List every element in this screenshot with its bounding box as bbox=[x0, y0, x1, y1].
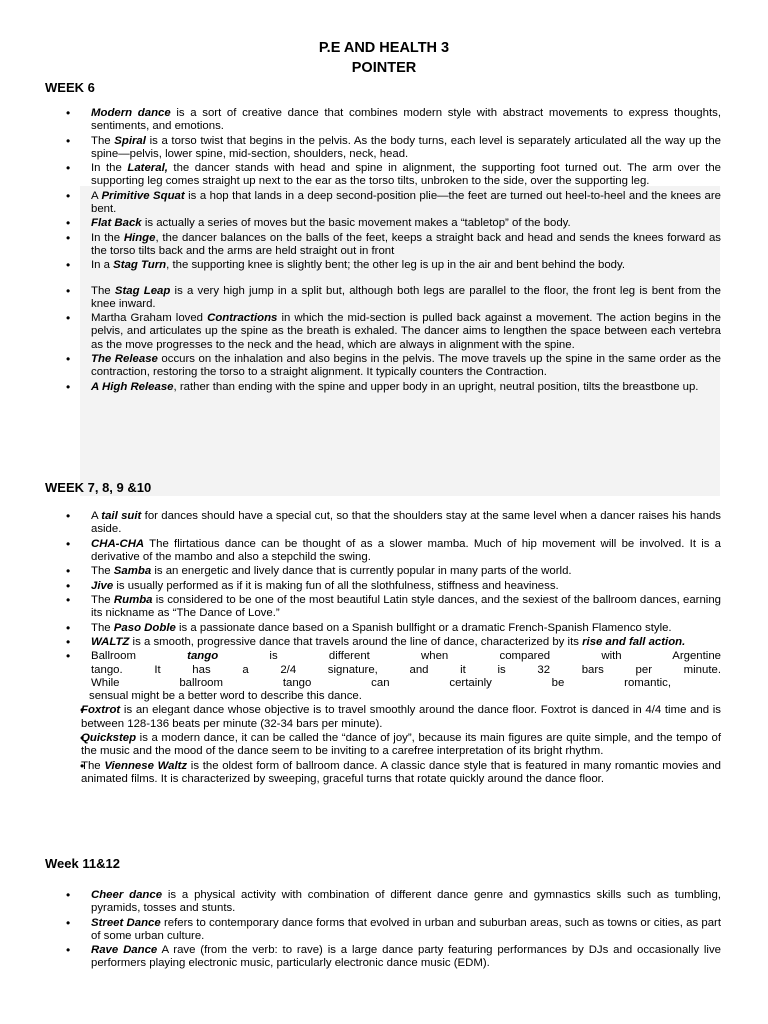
list-item: • Foxtrot is an elegant dance whose objective is to travel smoothly around the dance floor. Foxtrot is danced in 4/4 time and is between 128-136 beats per minute (32-34 bars per minute). bbox=[0, 704, 768, 730]
week-6-list bbox=[0, 107, 768, 395]
shaded-block bbox=[80, 466, 720, 496]
list-item: • In the Hinge, the dancer balances on the balls of the feet, keeps a straight back and head and sends the knees forward as the torso tilts back and the arms are held straight out in front bbox=[0, 232, 768, 258]
week-7-10-heading: WEEK 7, 8, 9 &10 bbox=[45, 480, 152, 495]
list-item: • A High Release, rather than ending with the spine and upper body in an upright, neutral position, tilts the breastbone up. bbox=[0, 381, 768, 394]
tango-line-4: sensual might be a better word to describe this dance. bbox=[89, 689, 362, 702]
list-item: • The Rumba is considered to be one of the most beautiful Latin style dances, and the sexiest of the ballroom dances, earning its nickname as “The Dance of Love.” bbox=[0, 594, 768, 620]
list-item: • Flat Back is actually a series of moves but the basic movement makes a “tabletop” of the body. bbox=[0, 217, 768, 230]
tango-line-1: • Ballroom tango is different when compared with Argentine bbox=[91, 650, 721, 663]
list-item: • WALTZ is a smooth, progressive dance that travels around the line of dance, characterized by its rise and fall action. bbox=[0, 636, 768, 649]
tango-line-3: While ballroom tango can certainly be romantic, bbox=[91, 676, 671, 689]
list-item: • Modern dance is a sort of creative dance that combines modern style with abstract movements to express thoughts, sentiments, and emotions. bbox=[0, 107, 768, 133]
list-item: • Martha Graham loved Contractions in which the mid-section is pulled back against a movement. The action begins in the pelvis, and articulates up the spine as the breath is exhaled. The dancer aims to lengthen the space between each vertebra as the move progresses to the neck and the head, which are always in alignment with the spine. bbox=[0, 312, 768, 352]
list-item: • The Stag Leap is a very high jump in a split but, although both legs are parallel to the floor, the front leg is bent from the knee inward. bbox=[0, 285, 768, 311]
document-title: P.E AND HEALTH 3 bbox=[318, 40, 450, 56]
tango-line-2: tango. It has a 2/4 signature, and it is 32 bars per minute. bbox=[91, 663, 721, 676]
list-item: • Rave Dance A rave (from the verb: to rave) is a large dance party featuring performances by DJs and occasionally live performers playing electronic music, particularly electronic dance music (EDM). bbox=[0, 944, 768, 970]
week-11-12-heading: Week 11&12 bbox=[45, 856, 120, 871]
list-item: • Cheer dance is a physical activity with combination of different dance genre and gymnastics skills such as tumbling, pyramids, tosses and stunts. bbox=[0, 889, 768, 915]
list-item: • Quickstep is a modern dance, it can be called the “dance of joy”, because its main figures are quite simple, and the tempo of the music and the mood of the dance seem to be inviting to a carefree interpretation of its bright rhythm. bbox=[0, 732, 768, 758]
list-item: • CHA-CHA The flirtatious dance can be thought of as a slower mamba. Much of hip movement will be involved. It is a derivative of the mambo and also a stepchild the swing. bbox=[0, 538, 768, 564]
list-item: • The Paso Doble is a passionate dance based on a Spanish bullfight or a dramatic French-Spanish Flamenco style. bbox=[0, 622, 768, 635]
list-item: • The Release occurs on the inhalation and also begins in the pelvis. The move travels up the spine in the same order as the contraction, restoring the torso to a straight alignment. It typically counters the Contraction. bbox=[0, 353, 768, 379]
list-item: • The Spiral is a torso twist that begins in the pelvis. As the body turns, each level is separately articulated all the way up the spine—pelvis, lower spine, mid-section, shoulders, neck, head. bbox=[0, 135, 768, 161]
list-item: • In the Lateral, the dancer stands with head and spine in alignment, the supporting foot turned out. The arm over the supporting leg comes straight up next to the ear as the torso tilts, unbroken to the side, over the supporting leg. bbox=[0, 162, 768, 188]
week-7-10-list bbox=[0, 510, 768, 787]
list-item bbox=[0, 650, 768, 703]
list-item: • A Primitive Squat is a hop that lands in a deep second-position plie—the feet are turned out heel-to-heel and the knees are bent. bbox=[0, 190, 768, 216]
list-item: • The Viennese Waltz is the oldest form of ballroom dance. A classic dance style that is featured in many romantic movies and animated films. It is characterized by sweeping, graceful turns that rotate quickly around the dance floor. bbox=[0, 760, 768, 786]
list-item: • Jive is usually performed as if it is making fun of all the slothfulness, stiffness and heaviness. bbox=[0, 580, 768, 593]
week-11-12-list bbox=[0, 889, 768, 972]
list-item: • The Samba is an energetic and lively dance that is currently popular in many parts of the world. bbox=[0, 565, 768, 578]
week-6-heading: WEEK 6 bbox=[45, 80, 95, 95]
list-item: • In a Stag Turn, the supporting knee is slightly bent; the other leg is up in the air and bent behind the body. bbox=[0, 259, 768, 272]
list-item: • A tail suit for dances should have a special cut, so that the shoulders stay at the same level when a dancer raises his hands aside. bbox=[0, 510, 768, 536]
list-item: • Street Dance refers to contemporary dance forms that evolved in urban and suburban areas, such as towns or cities, as part of some urban culture. bbox=[0, 917, 768, 943]
document-subtitle: POINTER bbox=[351, 60, 417, 76]
